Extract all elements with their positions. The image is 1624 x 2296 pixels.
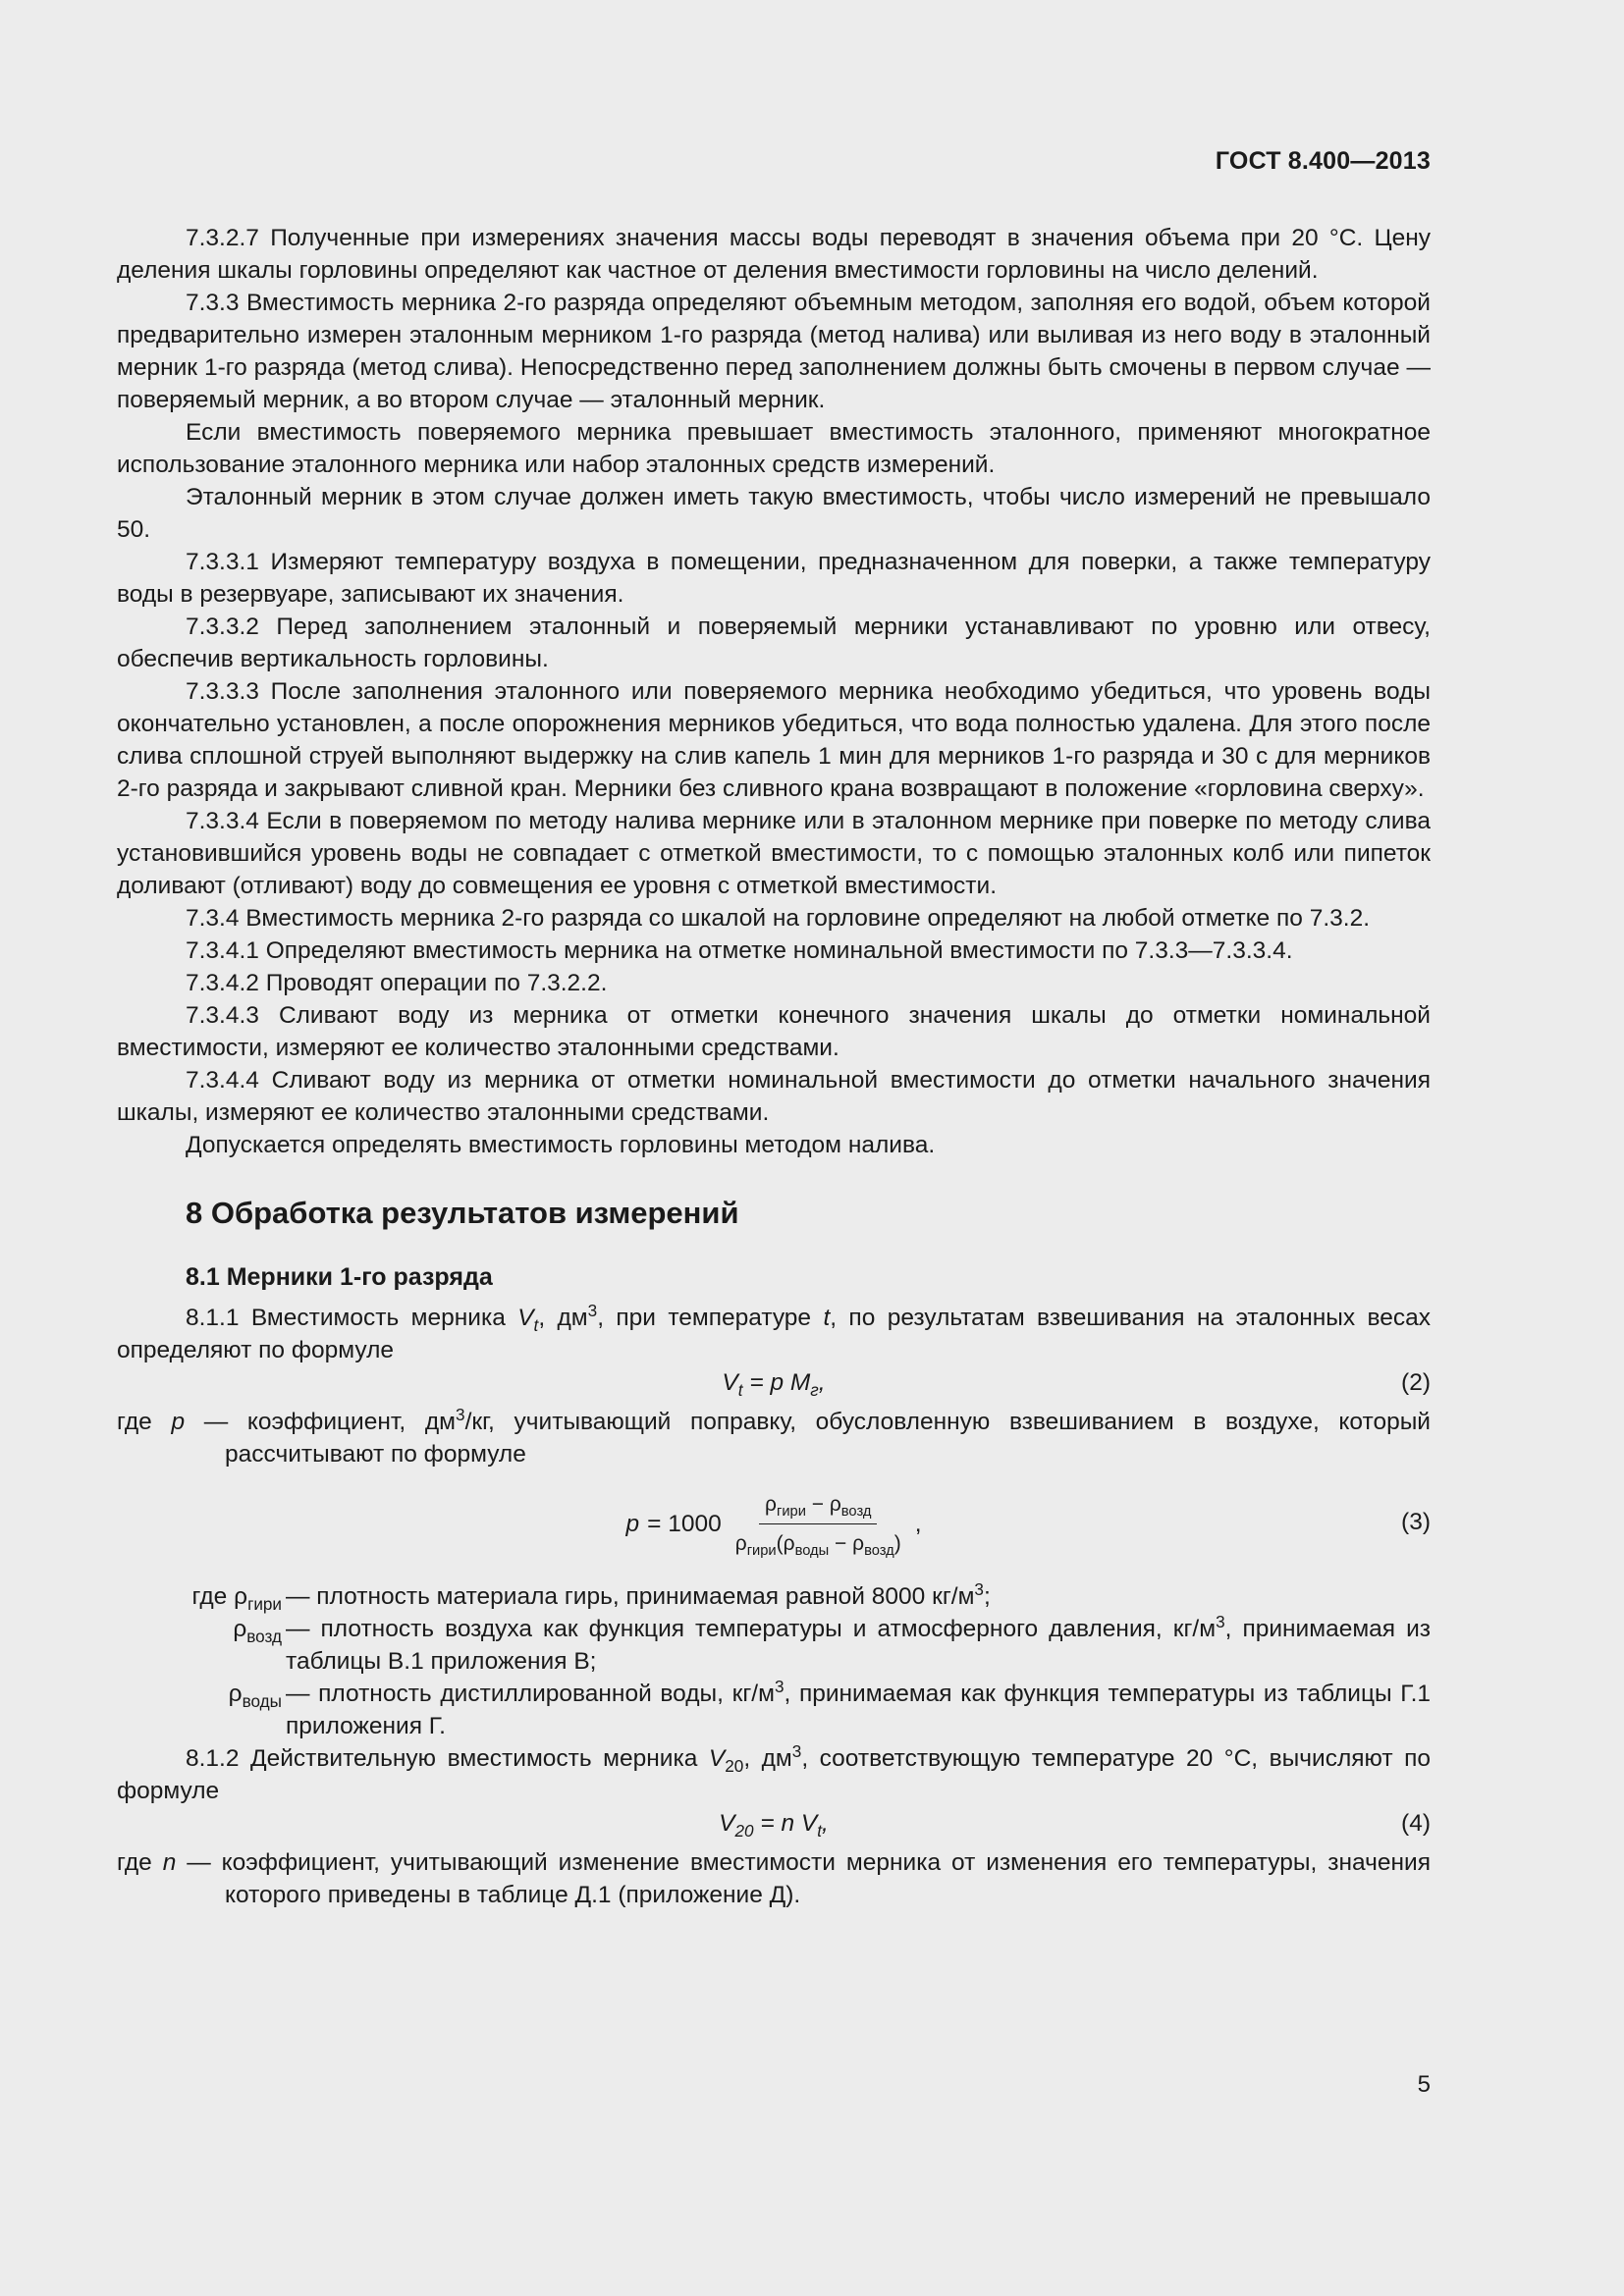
where-n-definition: где n — коэффициент, учитывающий изменение вместимости мерника от изменения его температуры, значения которого приведены в таблице Д.1 (приложение Д). [117, 1849, 1431, 1908]
paragraph-7-3-3-4: 7.3.3.4 Если в поверяемом по методу налива мернике или в эталонном мернике при поверке по методу слива установившийся уровень воды не совпадает с отметкой вместимости, то с помощью эталонных колб или пипеток доливают (отливают) воду до совмещения ее уровня с отметкой вместимости. [117, 808, 1431, 899]
where-p-definition: где p — коэффициент, $дм^3/кг$, учитывающий поправку, обусловленную взвешиванием в воздухе, который рассчитывают по формуле [117, 1404, 1431, 1468]
paragraph-7-3-4-4: 7.3.4.4 Сливают воду из мерника от отметки номинальной вместимости до отметки начального значения шкалы, измеряют ее количество эталонными средствами. [117, 1067, 1431, 1126]
document-code: ГОСТ 8.400—2013 [1215, 147, 1431, 175]
formula-4-expression: $V_{20} = n$ $V_t$, [719, 1810, 829, 1841]
paragraph-7-3-3: 7.3.3 Вместимость мерника 2-го разряда определяют объемным методом, заполняя его водой, объем которой предварительно измерен эталонным мерником 1-го разряда (метод налива) или выливая из него воду в эталонный мерник 1-го разряда (метод слива). Непосредственно перед заполнением должны быть смочены в первом случае — поверяемый мерник, а во втором случае — эталонный мерник. [117, 290, 1431, 413]
paragraph-neck-capacity: Допускается определять вместимость горловины методом налива. [186, 1132, 936, 1158]
formula-3-number: (3) [1401, 1509, 1431, 1535]
section-heading: 8 Обработка результатов измерений [186, 1196, 739, 1230]
formula-2-number: (2) [1401, 1369, 1431, 1396]
paragraph-reference-measure: Эталонный мерник в этом случае должен иметь такую вместимость, чтобы число измерений не превышало 50. [117, 484, 1431, 543]
formula-3-numerator: $\rho_{гири} - \rho_{возд}$ [759, 1488, 877, 1524]
formula-3-expression: p = 1000 $\frac{\rho_{гири} - \rho_{возд}}{\rho_{гири}(\rho_{воды} - \rho_{возд})}$ , [117, 1488, 1431, 1560]
where-rho-air: $\rho_{возд}$ — плотность воздуха как функция температуры и атмосферного давления, $кг/м^3$, принимаемая из таблицы В.1 приложения В; [233, 1611, 1432, 1675]
formula-4-number: (4) [1401, 1810, 1431, 1837]
formula-4 [117, 1807, 1431, 1846]
paragraph-7-3-3-3: 7.3.3.3 После заполнения эталонного или поверяемого мерника необходимо убедиться, что уровень воды окончательно установлен, а после опорожнения мерников убедиться, что вода полностью удалена. Для этого после слива сплошной струей выполняют выдержку на слив капель 1 мин для мерников 1-го разряда и 30 с для мерников 2-го разряда и закрывают сливной кран. Мерники без сливного крана возвращают в положение «горловина сверху». [117, 678, 1431, 802]
paragraph-8-1-2: 8.1.2 Действительную вместимость мерника $V_{20}$, $дм^3$, соответствующую температуре 20 °C, вычисляют по формуле [117, 1740, 1431, 1804]
page-number: 5 [1417, 2071, 1431, 2098]
paragraph-7-3-3-2: 7.3.3.2 Перед заполнением эталонный и поверяемый мерники устанавливают по уровню или отвесу, обеспечив вертикальность горловины. [117, 614, 1431, 672]
paragraph-8-1-1: 8.1.1 Вместимость мерника $V_t$, $дм^3$, при температуре t, по результатам взвешивания на эталонных весах определяют по формуле [117, 1300, 1431, 1363]
paragraph-7-3-4: 7.3.4 Вместимость мерника 2-го разряда со шкалой на горловине определяют на любой отметке по 7.3.2. [186, 905, 1371, 932]
subsection-heading: 8.1 Мерники 1-го разряда [186, 1263, 493, 1291]
paragraph-7-3-4-3: 7.3.4.3 Сливают воду из мерника от отметки конечного значения шкалы до отметки номинальной вместимости, измеряют ее количество эталонными средствами. [117, 1002, 1431, 1061]
where-rho-gir: где $\rho_{гири}$ — плотность материала гирь, принимаемая равной 8000 $кг/м^3$; [191, 1578, 991, 1614]
formula-2-expression: $V_t = p$ $M_г$, [722, 1369, 826, 1400]
where-rho-water: $\rho_{воды}$ — плотность дистиллированной воды, $кг/м^3$, принимаемая как функция температуры из таблицы Г.1 приложения Г. [228, 1676, 1431, 1739]
paragraph-capacity-exceeds: Если вместимость поверяемого мерника превышает вместимость эталонного, применяют многократное использование эталонного мерника или набор эталонных средств измерений. [117, 419, 1431, 478]
formula-3-fraction [730, 1488, 907, 1560]
formula-3-denominator: $\rho_{гири}(\rho_{воды} - \rho_{возд})$ [734, 1532, 901, 1560]
document-body [117, 222, 1431, 1911]
paragraph-7-3-4-2: 7.3.4.2 Проводят операции по 7.3.2.2. [186, 970, 608, 996]
paragraph-7-3-2-7: 7.3.2.7 Полученные при измерениях значения массы воды переводят в значения объема при 20 °C. Цену деления шкалы горловины определяют как частное от деления вместимости горловины на число делений. [117, 225, 1431, 284]
formula-3 [117, 1470, 1431, 1580]
formula-2 [117, 1366, 1431, 1406]
paragraph-7-3-4-1: 7.3.4.1 Определяют вместимость мерника на отметке номинальной вместимости по 7.3.3—7.3.3.4. [186, 937, 1293, 964]
paragraph-7-3-3-1: 7.3.3.1 Измеряют температуру воздуха в помещении, предназначенном для поверки, а также температуру воды в резервуаре, записывают их значения. [117, 549, 1431, 608]
